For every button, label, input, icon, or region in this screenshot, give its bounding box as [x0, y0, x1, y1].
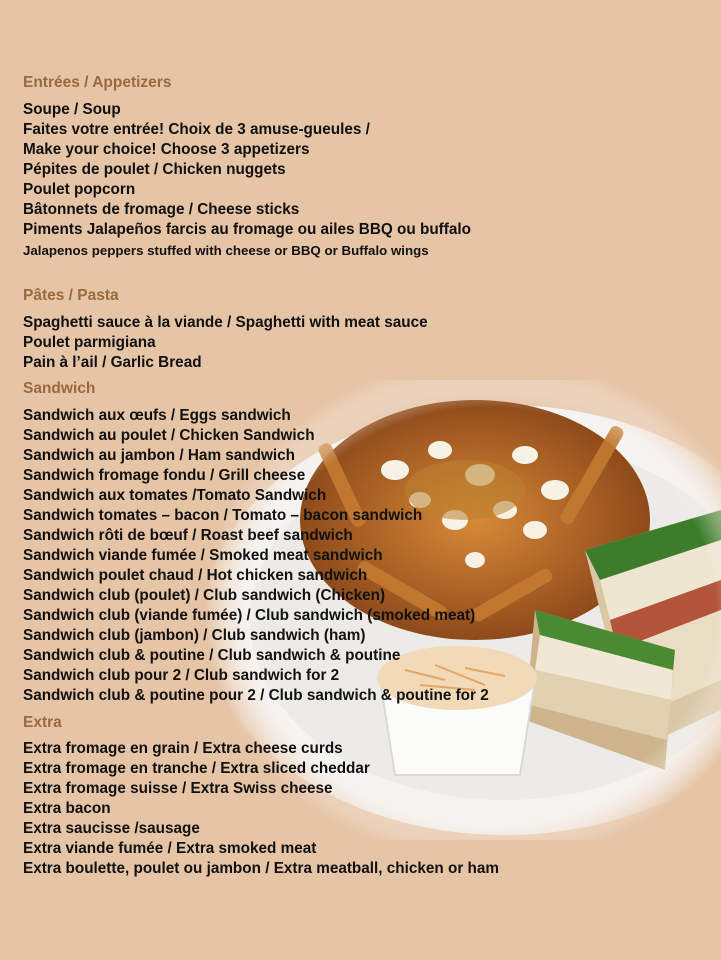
- section-title-sandwich: Sandwich: [23, 380, 96, 397]
- menu-item: Bâtonnets de fromage / Cheese sticks: [23, 201, 300, 218]
- section-title-appetizers: Entrées / Appetizers: [23, 74, 172, 91]
- section-title-extra: Extra: [23, 714, 62, 731]
- menu-item: Soupe / Soup: [23, 101, 121, 118]
- menu-item: Sandwich viande fumée / Smoked meat sandwich: [23, 547, 383, 564]
- menu-item: Spaghetti sauce à la viande / Spaghetti with meat sauce: [23, 314, 428, 331]
- menu-item: Extra viande fumée / Extra smoked meat: [23, 840, 317, 857]
- menu-item: Sandwich au poulet / Chicken Sandwich: [23, 427, 315, 444]
- menu-item: Jalapenos peppers stuffed with cheese or BBQ or Buffalo wings: [23, 243, 429, 258]
- menu-item: Sandwich club (viande fumée) / Club sandwich (smoked meat): [23, 607, 476, 624]
- menu-item: Sandwich club & poutine pour 2 / Club sandwich & poutine for 2: [23, 687, 489, 704]
- menu-item: Poulet popcorn: [23, 181, 136, 198]
- menu-item: Sandwich aux tomates /Tomato Sandwich: [23, 487, 327, 504]
- menu-item: Sandwich club & poutine / Club sandwich & poutine: [23, 647, 401, 664]
- menu-item: Pépites de poulet / Chicken nuggets: [23, 161, 286, 178]
- menu-item: Poulet parmigiana: [23, 334, 156, 351]
- menu-item: Make your choice! Choose 3 appetizers: [23, 141, 310, 158]
- menu-item: Sandwich club pour 2 / Club sandwich for 2: [23, 667, 340, 684]
- menu-item: Extra bacon: [23, 800, 111, 817]
- menu-item: Extra saucisse /sausage: [23, 820, 200, 837]
- menu-item: Sandwich club (jambon) / Club sandwich (ham): [23, 627, 366, 644]
- menu-item: Sandwich club (poulet) / Club sandwich (Chicken): [23, 587, 386, 604]
- menu-item: Sandwich fromage fondu / Grill cheese: [23, 467, 306, 484]
- menu-item: Faites votre entrée! Choix de 3 amuse-gueules /: [23, 121, 370, 138]
- menu-item: Sandwich aux œufs / Eggs sandwich: [23, 407, 291, 424]
- menu-item: Sandwich tomates – bacon / Tomato – bacon sandwich: [23, 507, 423, 524]
- section-title-pasta: Pâtes / Pasta: [23, 287, 119, 304]
- menu-item: Piments Jalapeños farcis au fromage ou ailes BBQ ou buffalo: [23, 221, 471, 238]
- menu-item: Sandwich poulet chaud / Hot chicken sandwich: [23, 567, 368, 584]
- menu-item: Extra fromage suisse / Extra Swiss cheese: [23, 780, 333, 797]
- menu-item: Pain à l’ail / Garlic Bread: [23, 354, 202, 371]
- menu-item: Extra boulette, poulet ou jambon / Extra meatball, chicken or ham: [23, 860, 500, 877]
- menu-item: Sandwich rôti de bœuf / Roast beef sandwich: [23, 527, 353, 544]
- menu-item: Extra fromage en tranche / Extra sliced cheddar: [23, 760, 370, 777]
- menu-item: Sandwich au jambon / Ham sandwich: [23, 447, 295, 464]
- menu-item: Extra fromage en grain / Extra cheese curds: [23, 740, 343, 757]
